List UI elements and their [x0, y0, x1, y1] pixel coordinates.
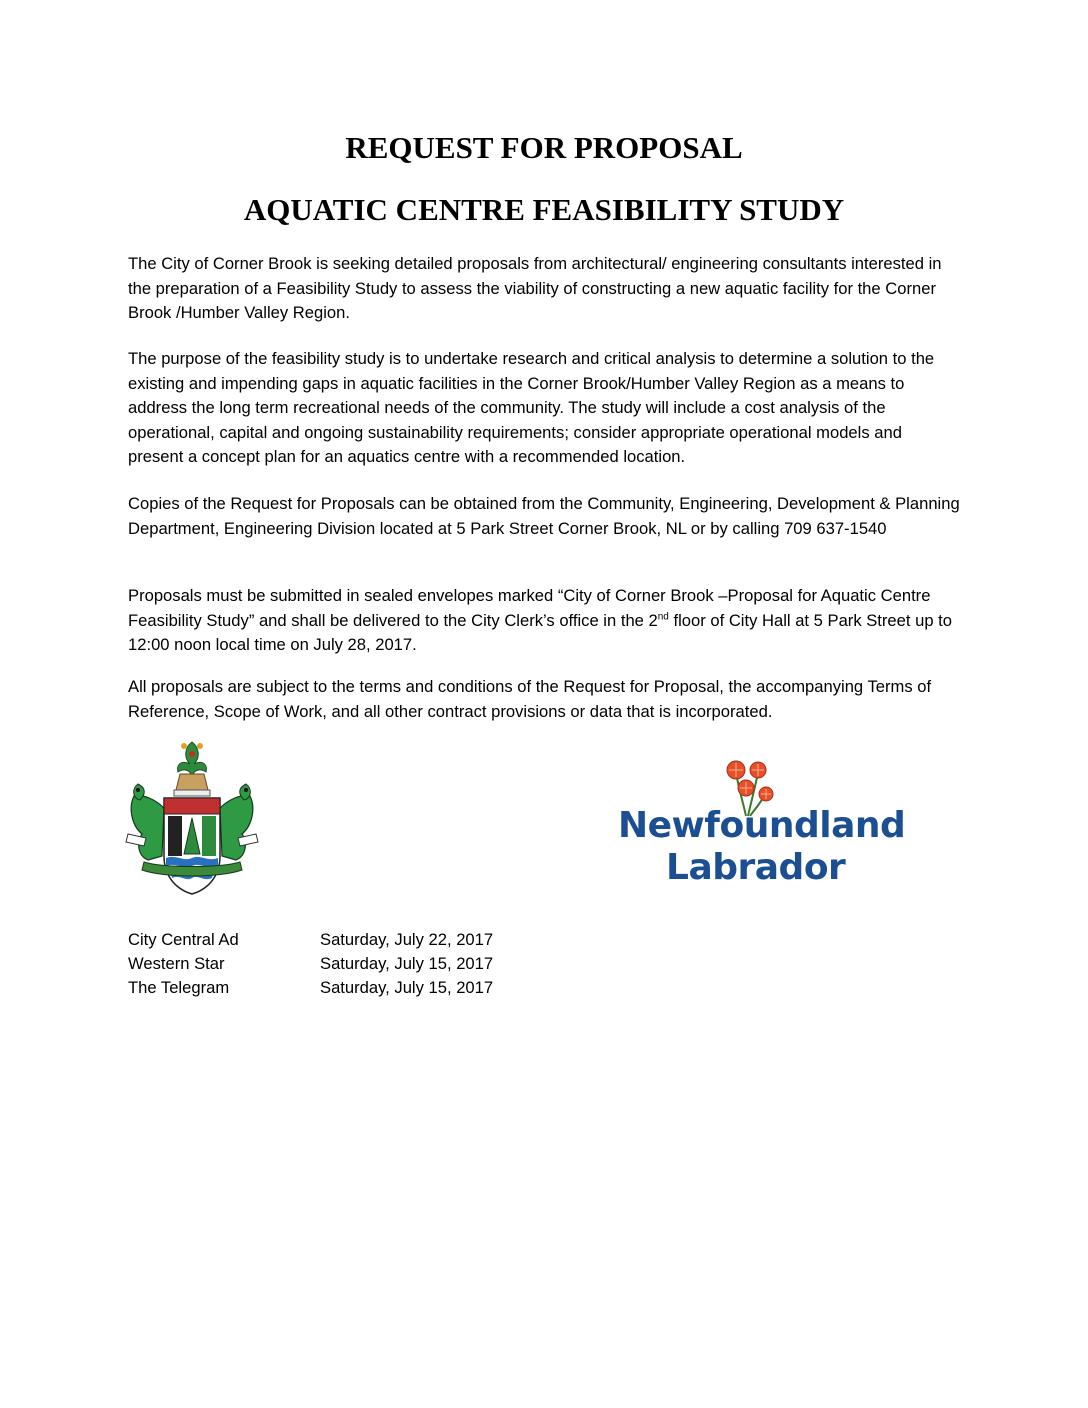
ordinal-suffix: nd [657, 610, 669, 622]
publication-name: City Central Ad [128, 930, 239, 949]
publication-name: The Telegram [128, 978, 230, 997]
newfoundland-labrador-logo [612, 758, 906, 896]
document-subtitle: AQUATIC CENTRE FEASIBILITY STUDY [243, 192, 845, 227]
paragraph-purpose: The purpose of the feasibility study is to undertake research and critical analysis to determine a solution to the existing and impending gaps in aquatic facilities in the Corner Brook/Humber Valley Region as a means to address the long term recreational needs of the community. The study will include a cost analysis of the operational, capital and ongoing sustainability requirements; consider appropriate operational models and present a concept plan for an aquatics centre with a recommended location. [128, 349, 935, 466]
publication-schedule [128, 928, 540, 1000]
publication-row [128, 976, 540, 1000]
paragraph-copies: Copies of the Request for Proposals can be obtained from the Community, Engineering, Development & Planning Department, Engineering Division located at 5 Park Street Corner Brook, NL or by calling 709 637-1540 [128, 494, 960, 538]
paragraph-intro: The City of Corner Brook is seeking detailed proposals from architectural/ engineering consultants interested in the preparation of a Feasibility Study to assess the viability of constructing a new aquatic facility for the Corner Brook /Humber Valley Region. [128, 254, 942, 322]
document-title: REQUEST FOR PROPOSAL [345, 130, 743, 165]
publication-date: Saturday, July 15, 2017 [320, 954, 494, 973]
publication-name: Western Star [128, 954, 225, 973]
logo-word-labrador: Labrador [666, 847, 846, 888]
publication-row [128, 928, 540, 952]
publication-date: Saturday, July 22, 2017 [320, 930, 494, 949]
city-crest-icon [124, 738, 260, 900]
submission-text-start: Proposals must be submitted in sealed envelopes marked “City of Corner Brook –Proposal for Aquatic Centre Feasibility Study” and shall be delivered to the City Clerk’s office in the 2 [128, 586, 931, 630]
paragraph-submission [128, 584, 960, 658]
submission-text-end: floor of City Hall at 5 Park Street up to 12:00 noon local time on July 28, 2017. [128, 610, 953, 654]
publication-date: Saturday, July 15, 2017 [320, 978, 494, 997]
logo-word-newfoundland: Newfoundland [618, 805, 906, 846]
publication-row [128, 952, 540, 976]
paragraph-terms: All proposals are subject to the terms and conditions of the Request for Proposal, the accompanying Terms of Reference, Scope of Work, and all other contract provisions or data that is incorporated. [128, 677, 932, 721]
